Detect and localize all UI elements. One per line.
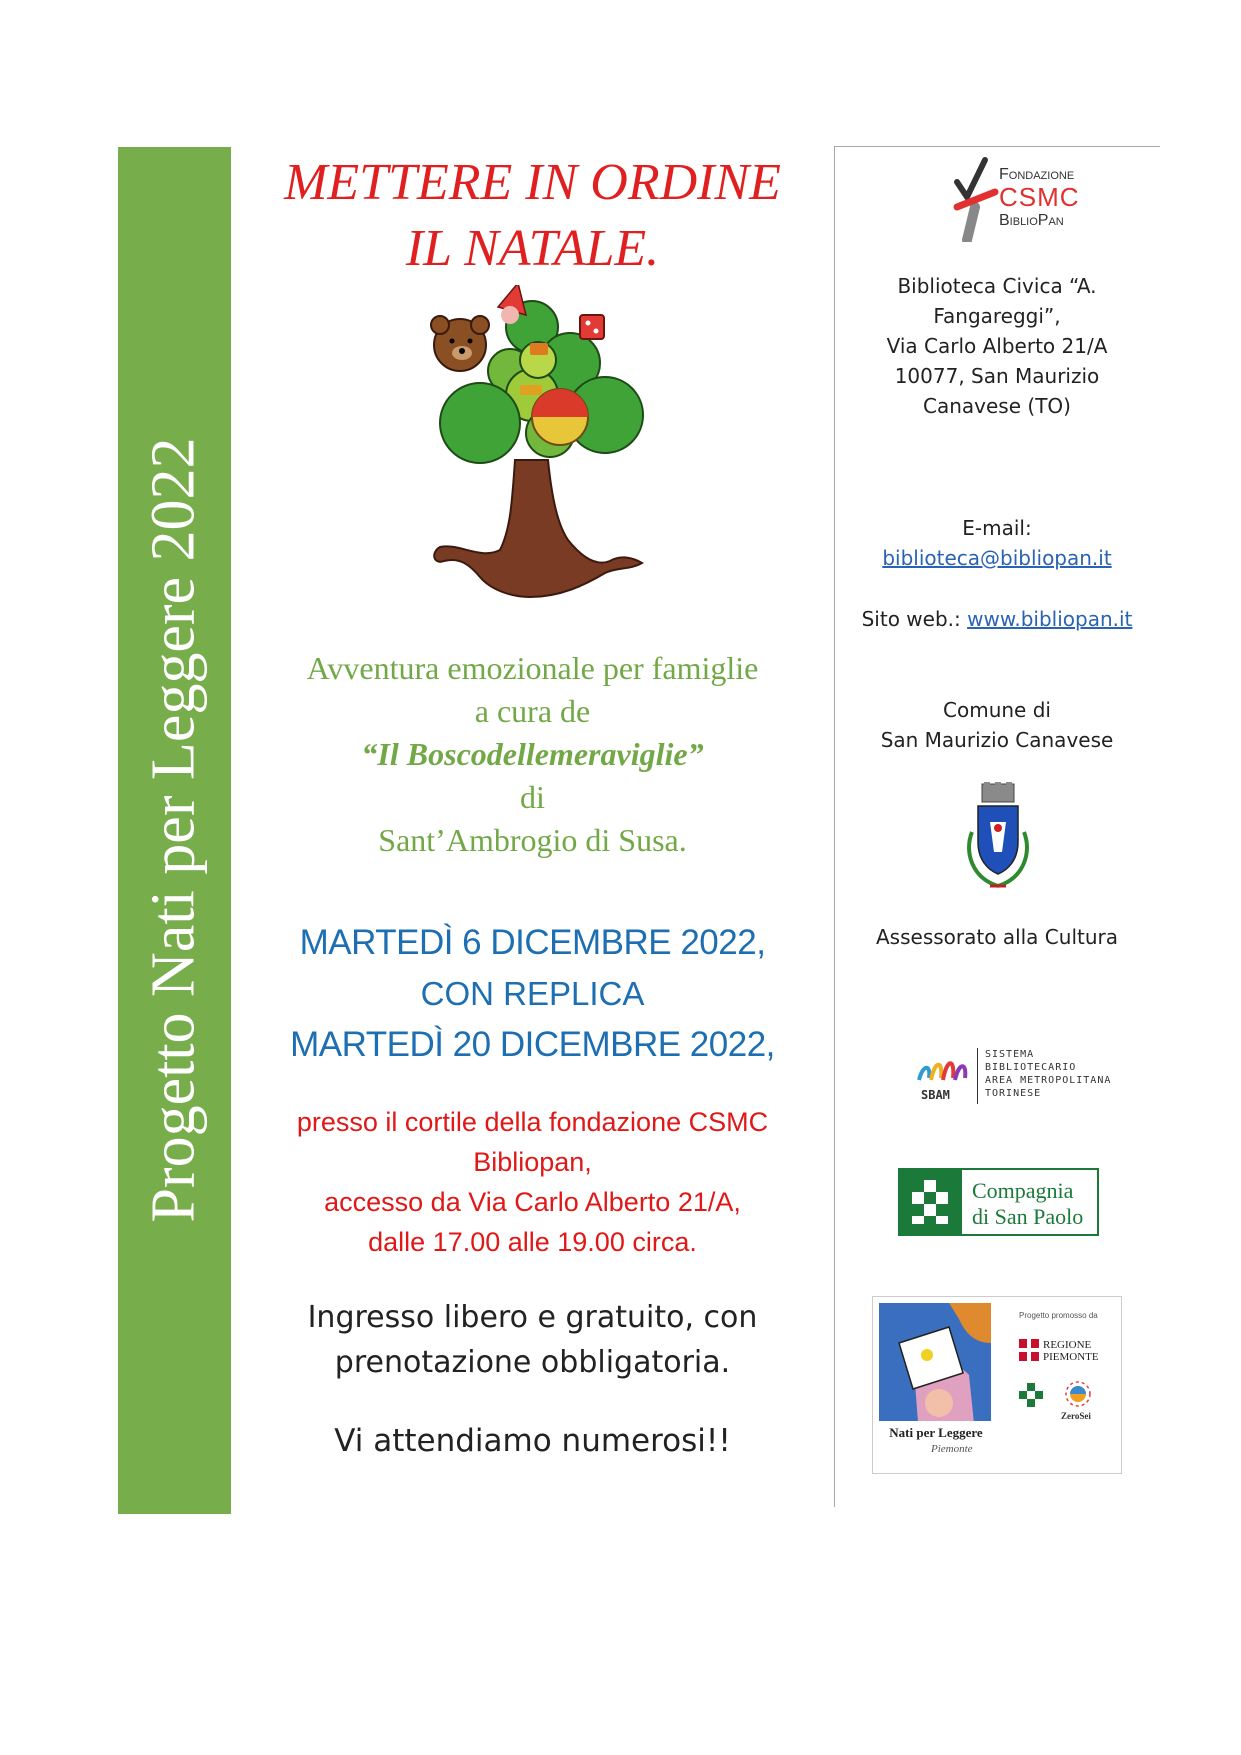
- sbam-logo-divider: [977, 1048, 978, 1104]
- npl-promoted-label: Progetto promosso da: [1019, 1311, 1098, 1320]
- coat-of-arms-icon: [962, 782, 1034, 894]
- sbam-logo-short: SBAM: [921, 1088, 950, 1102]
- email-link[interactable]: biblioteca@bibliopan.it: [882, 546, 1112, 570]
- nati-per-leggere-logo: [872, 1296, 1122, 1474]
- zerosei-sun-icon: [1063, 1379, 1093, 1409]
- address-line-2: Fangareggi”,: [933, 304, 1061, 328]
- csmc-logo-line-3: BiblioPan: [999, 212, 1064, 229]
- date-second: MARTEDÌ 20 DICEMBRE 2022,: [290, 1025, 775, 1064]
- email-label: E-mail:: [962, 516, 1032, 540]
- title-line-1: METTERE IN ORDINE: [284, 154, 781, 211]
- assessorato-label: Assessorato alla Cultura: [876, 925, 1118, 949]
- zerosei-text: ZeroSei: [1061, 1411, 1091, 1421]
- address-line-4: 10077, San Maurizio: [894, 364, 1100, 388]
- organizer-name: “Il Boscodellemeraviglie”: [361, 736, 704, 772]
- sbam-logo: [915, 1048, 1125, 1108]
- entry-info: [240, 1295, 825, 1385]
- library-address: [842, 271, 1152, 421]
- website-label: Sito web.:: [861, 607, 961, 631]
- subtitle-line-5: Sant’Ambrogio di Susa.: [378, 822, 687, 858]
- website-block: [842, 604, 1152, 634]
- entry-line-2: prenotazione obbligatoria.: [334, 1345, 731, 1380]
- compagnia-logo-mark: [900, 1170, 962, 1234]
- entry-line-1: Ingresso libero e gratuito, con: [307, 1300, 758, 1335]
- csmc-logo-line-1: Fondazione: [999, 166, 1075, 183]
- sbam-logo-mark: [915, 1054, 971, 1088]
- regione-piemonte-flag-icon: [1019, 1339, 1039, 1361]
- subtitle-line-1: Avventura emozionale per famiglie: [306, 650, 759, 686]
- regione-piemonte-text: REGIONE PIEMONTE: [1043, 1339, 1099, 1363]
- sidebar-banner: [118, 147, 231, 1514]
- subtitle-line-4: di: [520, 779, 545, 815]
- column-divider: [834, 147, 835, 1507]
- csmc-logo-line-2: CSMC: [999, 182, 1080, 212]
- sidebar-title: Progetto Nati per Leggere 2022: [139, 437, 208, 1223]
- venue-line-4: dalle 17.00 alle 19.00 circa.: [368, 1227, 697, 1257]
- npl-region-script: Piemonte: [931, 1443, 973, 1455]
- title-line-2: IL NATALE.: [405, 220, 660, 277]
- event-subtitle: [240, 647, 825, 862]
- event-dates: [240, 917, 825, 1070]
- date-first: MARTEDÌ 6 DICEMBRE 2022,: [299, 923, 766, 962]
- toy-tree-illustration: [420, 285, 650, 615]
- address-line-5: Canavese (TO): [923, 394, 1071, 418]
- column-divider-top: [834, 146, 1160, 147]
- page-title: [240, 150, 825, 282]
- csmc-bibliopan-logo: [945, 152, 1105, 242]
- npl-name: Nati per Leggere: [889, 1425, 983, 1440]
- sbam-logo-text: SISTEMA BIBLIOTECARIO AREA METROPOLITANA TORINESE: [985, 1049, 1112, 1099]
- compagnia-mini-logo-icon: [1019, 1383, 1043, 1413]
- compagnia-san-paolo-logo: [898, 1168, 1099, 1236]
- comune-line-1: Comune di: [943, 698, 1051, 722]
- address-line-3: Via Carlo Alberto 21/A: [886, 334, 1108, 358]
- date-replica-label: CON REPLICA: [420, 975, 645, 1012]
- event-venue: [240, 1102, 825, 1262]
- welcome-message: Vi attendiamo numerosi!!: [334, 1423, 731, 1459]
- comune-line-2: San Maurizio Canavese: [880, 728, 1114, 752]
- email-block: [842, 513, 1152, 573]
- venue-line-2: Bibliopan,: [473, 1147, 592, 1177]
- address-line-1: Biblioteca Civica “A.: [897, 274, 1097, 298]
- subtitle-line-2: a cura de: [474, 693, 591, 729]
- website-link[interactable]: www.bibliopan.it: [967, 607, 1133, 631]
- compagnia-logo-text: Compagnia di San Paolo: [972, 1178, 1084, 1229]
- csmc-logo-mark: [945, 152, 1005, 242]
- venue-line-3: accesso da Via Carlo Alberto 21/A,: [324, 1187, 741, 1217]
- venue-line-1: presso il cortile della fondazione CSMC: [296, 1107, 769, 1137]
- comune-block: [842, 695, 1152, 755]
